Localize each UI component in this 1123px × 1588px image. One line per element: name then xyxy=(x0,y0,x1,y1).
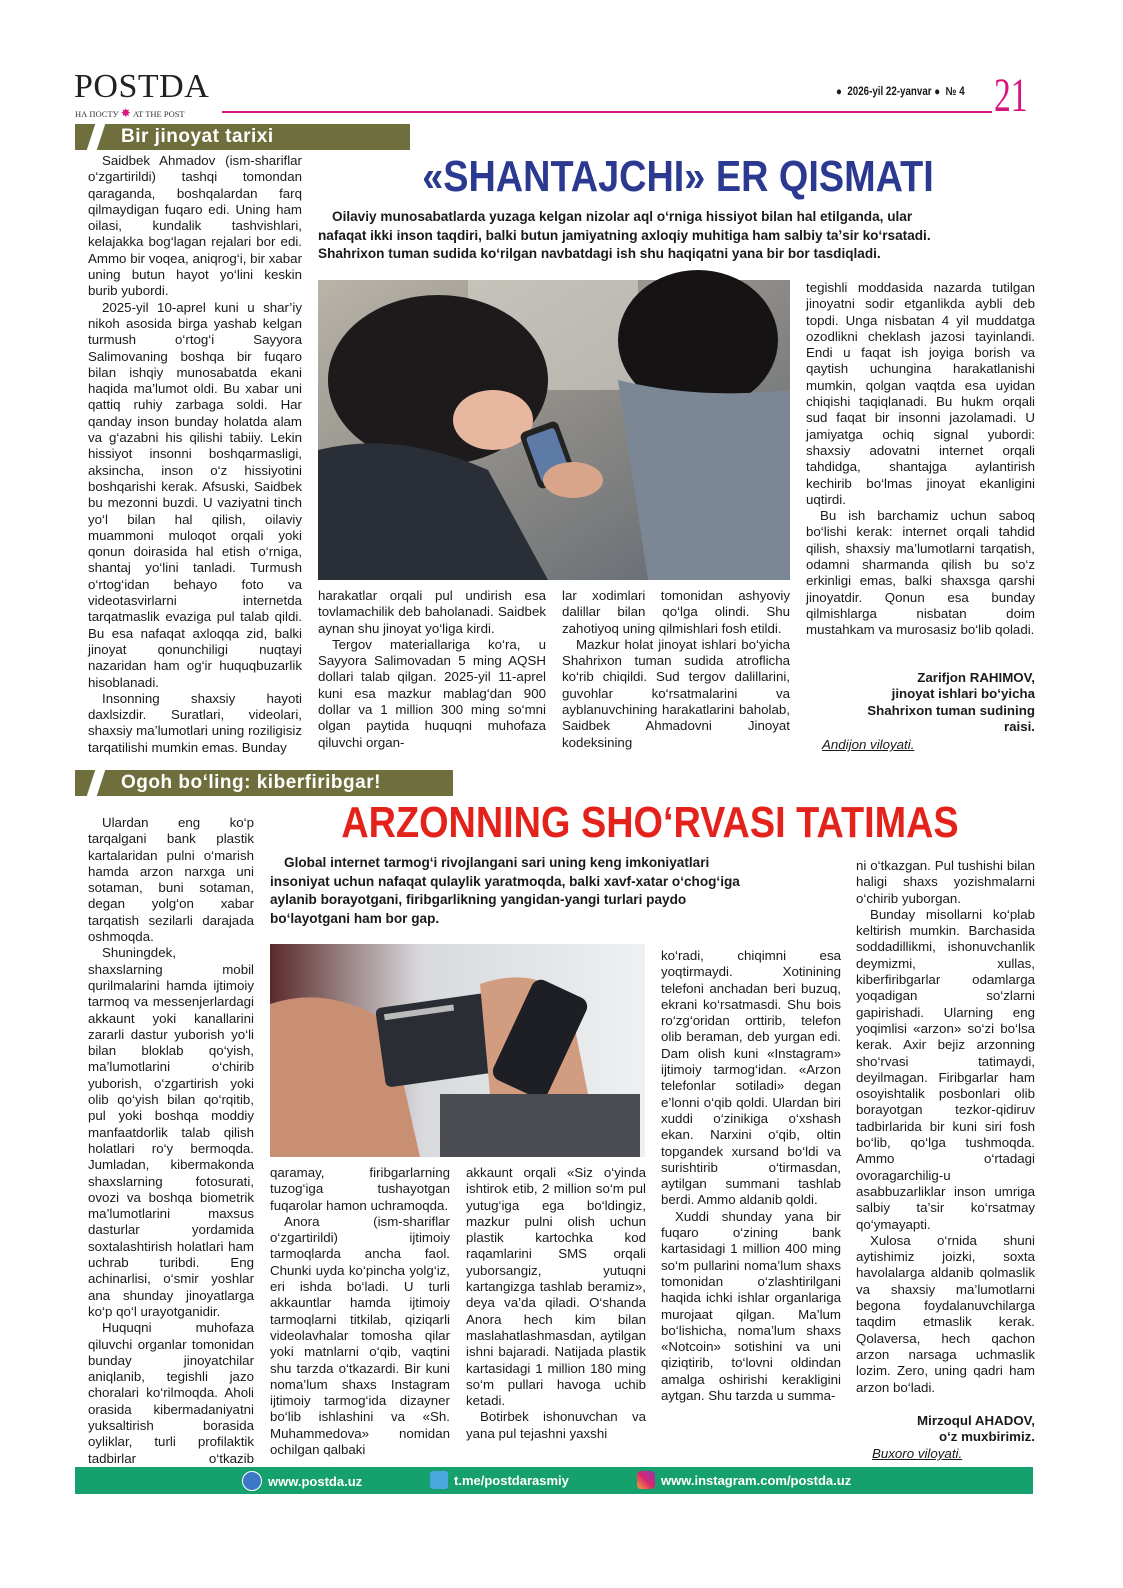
paragraph: Insonning shaxsiy hayoti daxlsizdir. Suratlari, videolari, shaxsiy ma’lumotlari uning roziligisiz tarqatilishi mumkin emas. Bunday xyxy=(88,690,302,755)
article-column xyxy=(661,948,841,1463)
lead-line: Shahrixon tuman sudida koʻrilgan navbatdagi ish shu haqiqatni yana bir bor tasdiqladi. xyxy=(318,246,881,261)
author-title: Shahrixon tuman sudining xyxy=(867,702,1035,718)
paragraph: Saidbek Ahmadov (ism-shariflar o‘zgartirildi) tashqi tomondan qaraganda, boshqalardan farq qilmaydigan fuqaro edi. Uning ham oilasi, kundalik tashvishlari, kelajakka bog‘lagan rejalari bor edi. Ammo bir voqea, aniqrog‘i, bir xabar uning butun hayot yo‘lini keskin burib yubordi. xyxy=(88,153,302,299)
author-name: Zarifjon RAHIMOV, xyxy=(917,670,1035,685)
issue-date: 2026-yil 22-yanvar xyxy=(847,86,932,98)
card-and-phone-image xyxy=(270,944,645,1157)
article-column xyxy=(466,1165,646,1463)
article-column xyxy=(88,153,302,755)
bullet-icon: ● xyxy=(934,86,941,98)
rubric-label: Ogoh boʻling: kiberfiribgar! xyxy=(121,772,381,793)
lead-line: aylanib borayotgani, firibgarlikning yangidan-yangi turlari paydo xyxy=(270,892,687,907)
website-link[interactable] xyxy=(242,1471,362,1491)
article-column xyxy=(88,815,254,1466)
paragraph: Anora (ism-shariflar o‘zgartirildi) ijtimoiy tarmoqlarda ancha faol. Chunki uyda ko‘pincha yolg‘iz, eri ishda bo‘ladi. U turli akkauntlar hamda ijtimoiy tarmoqlarni titkilab, qiziqarli videolavhalar tomosha qilar yoki matnlarni o‘qib, vaqtini shu tarzda o‘tkazardi. Bir kuni noma’lum shaxs Instagram ijtimoiy tarmog‘ida dizayner bo‘lib ishlashini va «Sh. Muhammedova» nomidan ochilgan qalbaki xyxy=(270,1213,450,1458)
paragraph: Tergov materiallariga ko‘ra, u Sayyora Salimovadan 5 ming AQSH dollari talab qilgan. 2025-yil 11-aprel kuni esa mazkur mablag‘dan 900 dollar va 1 million 300 ming so‘mni olgan paytida huquqni muhofaza qiluvchi organ- xyxy=(318,636,546,750)
rubric-bar xyxy=(75,770,453,796)
article-photo xyxy=(270,944,645,1157)
article-photo xyxy=(318,280,790,580)
telegram-label: t.me/postdarasmiy xyxy=(454,1472,569,1488)
issue-info xyxy=(836,86,965,98)
newspaper-logo: POSTDA xyxy=(74,68,210,105)
article-lead xyxy=(318,208,1043,264)
issue-number: № 4 xyxy=(945,86,965,98)
subtitle-en: AT THE POST xyxy=(132,109,185,119)
author-title: o‘z muxbirimiz. xyxy=(938,1429,1035,1445)
lead-line: boʻlayotgani ham bor gap. xyxy=(270,910,440,926)
article-title: «SHANTAJCHI» ER QISMATI xyxy=(422,152,934,201)
instagram-label: www.instagram.com/postda.uz xyxy=(661,1472,852,1488)
lead-line: insoniyat uchun nafaqat qulaylik yaratmoqda, balki xavf-xatar oʻchogʻiga xyxy=(270,873,740,889)
author-region: Buxoro viloyati. xyxy=(872,1446,963,1461)
article-column xyxy=(270,1165,450,1463)
telegram-icon xyxy=(430,1471,448,1489)
paragraph: Botirbek ishonuvchan va yana pul tejashni yaxshi xyxy=(466,1409,646,1441)
paragraph: ko‘radi, chiqimni esa yoqtirmaydi. Xotinining telefoni anchadan beri buzuq, ekrani ko‘rsatmasdi. Shu bois ro‘zg‘oridan orttirib, telefon olib beraman, deb yurgan edi. Dam olish kuni «Instagram» ijtimoiy tarmog‘idan. «Arzon telefonlar sotiladi» degan e’lonni o‘qib qoldi. Ulardan biri xuddi o‘zinikiga o‘xshash ekan. Narxini o‘qib, oltin topgandek xursand bo‘ldi va surishtirib o‘tirmasdan, aytilgan summani tashlab berdi. Ammo aldanib qoldi. xyxy=(661,948,841,1208)
subtitle-ru: НА ПОСТУ xyxy=(75,109,119,119)
article-column xyxy=(318,588,546,754)
paragraph: 2025-yil 10-aprel kuni u shar’iy nikoh asosida birga yashab kelgan turmush o‘rtog‘i Sayyora Salimovaning boshqa bir fuqaro bilan ishqiy munosabatda ekani haqida ma’lumot oldi. Bu xabar uni qattiq ruhiy zarbaga soldi. Har qanday inson bunday holatda alam va g‘azabni his qilishi tabiiy. Lekin hissiyot insonni boshqarmasligi, aksincha, inson o‘z hissiyotini boshqarishi kerak. Afsuski, Saidbek bu mezonni buzdi. U vaziyatni tinch yo‘l bilan hal qilish, oilaviy muammoni muloqot orqali yoki qonun doirasida hal etish o‘rniga, shantaj yo‘lini tanladi. Turmush o‘rtog‘idan behayo foto va videotasvirlarni internetda tarqatmaslik evaziga pul talab qildi. Bu esa nafaqat axloqqa zid, balki jinoyat qonunchiligi nuqtayi nazaridan ham og‘ir huquqbuzarlik hisoblanadi. xyxy=(88,299,302,690)
paragraph: Xuddi shunday yana bir fuqaro o‘zining bank kartasidagi 1 million 400 ming so‘m pullarini noma’lum shaxs tomonidan o‘zlashtirilgani haqida ichki ishlar organlariga murojaat qilgan. Ma’lum bo‘lishicha, noma’lum shaxs «Notcoin» sotishini va uni qiziqtirib, to‘lovni oldindan amalga oshirishi kerakligini aytgan. Shu tarzda u summa- xyxy=(661,1208,841,1404)
footer-bar xyxy=(75,1467,1033,1494)
header-divider xyxy=(222,111,992,113)
star-icon: ✸ xyxy=(120,106,131,120)
author-title: jinoyat ishlari bo‘yicha xyxy=(891,686,1035,702)
rubric-bar xyxy=(75,124,410,150)
slash-decoration-icon xyxy=(87,124,105,150)
bullet-icon: ● xyxy=(836,86,842,98)
rubric-label: Bir jinoyat tarixi xyxy=(121,126,274,147)
paragraph: Bu ish barchamiz uchun saboq bo‘lishi kerak: internet orqali tahdid qilish, shaxsiy ma’lumotlarni tarqatish, odamni sharmanda qilish bu so‘z erkinligi emas, balki shaxsga qarshi jinoyatdir. Qonun esa bunday qilmishlarga nisbatan doim mustahkam va murosasiz bo‘lib qoladi. xyxy=(806,508,1035,638)
lead-line: nafaqat ikki inson taqdiri, balki butun jamiyatning axloqiy muhitiga ham salbiy taʼsir koʻrsatadi. xyxy=(318,227,931,243)
paragraph: ni o‘tkazgan. Pul tushishi bilan haligi shaxs yozishmalarni o‘chirib yuborgan. xyxy=(856,858,1035,906)
lead-line: Oilaviy munosabatlarda yuzaga kelgan nizolar aql oʻrniga hissiyot bilan hal etilganda, ular xyxy=(332,209,913,224)
paragraph: Ulardan eng ko‘p tarqalgani bank plastik kartalaridan pulni o‘marish hamda arzon narxga uni sotaman, buni sotaman, degan yolg‘on xabar tarqatish sezilarli darajada oshmoqda. xyxy=(88,815,254,945)
paragraph: Mazkur holat jinoyat ishlari bo‘yicha Shahrixon tuman sudida atroflicha ko‘rib chiqildi. Sud tergov dalillarini, guvohlar ko‘rsatmalarini va ayblanuvchining harakatlarini baholab, Saidbek Ahmadovni Jinoyat kodeksining xyxy=(562,636,790,750)
lead-line: Global internet tarmogʻi rivojlangani sari uning keng imkoniyatlari xyxy=(284,855,710,870)
page-number: 21 xyxy=(994,69,1028,122)
paragraph: harakatlar orqali pul undirish esa tovlamachilik deb baholanadi. Saidbek aynan shu jinoyat yo‘liga kirdi. xyxy=(318,588,546,636)
globe-icon xyxy=(242,1471,262,1491)
paragraph: Xulosa o‘rnida shuni aytishimiz joizki, soxta havolalarga aldanib qolmaslik va shaxsiy ma’lumotlarni begona foydalanuvchilarga taqdim etmaslik kerak. Qolaversa, hech qachon arzon narsaga uchmaslik lozim. Zero, uning qadri ham arzon bo‘ladi. xyxy=(856,1232,1035,1395)
paragraph: Shuningdek, shaxslarning mobil qurilmalarini hamda ijtimoiy tarmoq va messenjerlardagi akkaunt yoki kanallarini zararli dastur yuborish yo‘li bilan bloklab qo‘yish, ma’lumotlarini o‘chirib yuborish, o‘zgartirish yoki olib qo‘yish bilan qo‘rqitib, pul yoki boshqa moddiy manfaatdorlik talab qilish holatlari ro‘y bermoqda. Jumladan, kibermakonda shaxslarning fotosurati, ovozi va boshqa biometrik ma’lumotlarini maxsus dasturlar yordamida soxtalashtirish holatlari ham uchrab turibdi. Eng achinarlisi, o‘smir yoshlar ana shunday jinoyatlarga ko‘p qo‘l urayotganidir. xyxy=(88,945,254,1319)
masthead-subtitle xyxy=(75,106,185,121)
author-signature xyxy=(856,1413,1035,1446)
slash-decoration-icon xyxy=(87,770,105,796)
telegram-link[interactable] xyxy=(430,1471,569,1489)
author-region: Andijon viloyati. xyxy=(822,737,915,752)
paragraph: Bunday misollarni ko‘plab keltirish mumkin. Barchasida soddadillikmi, ishonuvchanlik deymizmi, xullas, kiberfiribgarlar odamlarga yoqadigan so‘zlarni gapirishadi. Ularning eng yoqimlisi «arzon» so‘zi bo‘lsa kerak. Axir bejiz arzonning sho‘rvasi tatimaydi, deyilmagan. Firibgarlar ham osoyishtalik posbonlari olib borayotgan tezkor-qidiruv tadbirlarida bir kuni siri fosh bo‘lib, qo‘lga tushmoqda. Ammo o‘rtadagi ovoragarchilig-u asabbuzarliklar inson umriga salbiy ta’sir ko‘rsatmay qo‘ymayapti. xyxy=(856,906,1035,1232)
paragraph: qaramay, firibgarlarning tuzog‘iga tushayotgan fuqarolar hamon uchramoqda. xyxy=(270,1165,450,1213)
author-signature xyxy=(806,670,1035,735)
instagram-icon xyxy=(637,1471,655,1489)
instagram-link[interactable] xyxy=(637,1471,851,1489)
paragraph: tegishli moddasida nazarda tutilgan jinoyatni sodir etganlikda aybli deb topdi. Unga nisbatan 4 yil muddatga ozodlikni cheklash jazosi tayinlandi. Endi u faqat ish joyiga borish va qaytish uchungina harakatlanishi mumkin, qolgan vaqtda esa uyidan chiqishi taqiqlanadi. Bu hukm orqali sud faqat bir insonni jazolamadi. U jamiyatga ochiq signal yubordi: shaxsiy adovatni internet orqali tahdidga, shantajga aylantirish kechirib bo‘lmas jinoyat ekanligini uqtirdi. xyxy=(806,280,1035,507)
paragraph: akkaunt orqali «Siz o‘yinda ishtirok etib, 2 million so‘m pul yutug‘iga ega bo‘ldingiz, mazkur pulni olish uchun plastik kartochka kod raqamlarini SMS orqali yuborsangiz, yutuqni kartangizga tashlab beramiz», deya va’da qiladi. O‘shanda Anora hech kim bilan maslahatlashmasdan, aytilgan ishni bajaradi. Natijada plastik kartasidagi 1 million 180 ming so‘m pullari havoga uchib ketadi. xyxy=(466,1165,646,1409)
author-name: Mirzoqul AHADOV, xyxy=(917,1413,1035,1428)
article-lead xyxy=(270,854,840,928)
author-title: raisi. xyxy=(1003,718,1035,734)
couple-with-phone-image xyxy=(318,280,790,580)
article-column xyxy=(562,588,790,754)
paragraph: lar xodimlari tomonidan ashyoviy dalillar bilan qo‘lga olindi. Shu zahotiyoq uning qilmishlari fosh etildi. xyxy=(562,588,790,636)
article-column xyxy=(806,280,1035,665)
paragraph: Huquqni muhofaza qiluvchi organlar tomonidan bunday jinoyatchilar aniqlanib, tegishli jazo choralari ko‘rilmoqda. Aholi orasida kibermadaniyatni yuksaltirish borasida oyliklar, turli profilaktik tadbirlar o‘tkazib xyxy=(88,1320,254,1466)
article-column xyxy=(856,858,1035,1408)
website-label: www.postda.uz xyxy=(268,1473,363,1489)
article-title: ARZONNING SHOʻRVASI TATIMAS xyxy=(341,798,959,847)
